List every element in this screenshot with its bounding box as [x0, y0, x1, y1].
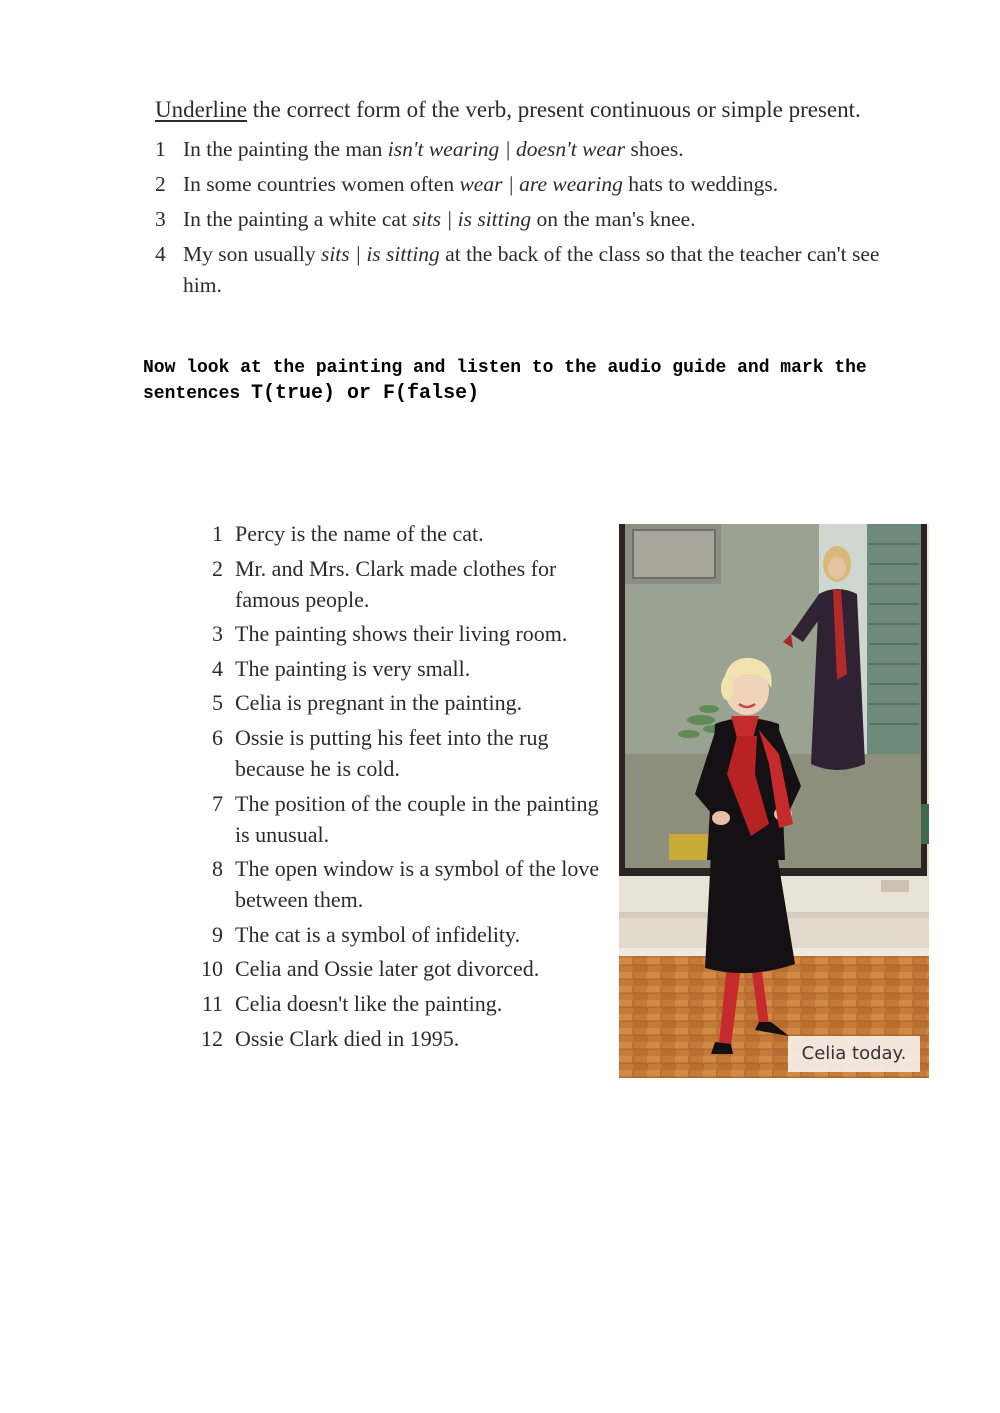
item-number: 11 [201, 990, 223, 1016]
item-number: 9 [212, 921, 223, 947]
item-text: My son usually sits | is sitting at the back of the class so that the teacher can't see him. [183, 242, 880, 297]
item-text: Ossie Clark died in 1995. [235, 1025, 460, 1051]
exercise-one-instruction [155, 94, 915, 126]
item-number: 1 [155, 137, 166, 161]
item-text: Celia is pregnant in the painting. [235, 690, 523, 716]
list-item[interactable] [190, 919, 600, 950]
item-number: 4 [155, 242, 166, 266]
list-item [155, 204, 915, 235]
item-text: In some countries women often wear | are wearing hats to weddings. [183, 172, 779, 196]
listening-instruction: Now look at the painting and listen to the audio guide and mark the sentences T(true) or F(false) [143, 358, 867, 405]
item-number: 2 [155, 172, 166, 196]
item-text: The painting is very small. [235, 655, 471, 681]
item-number: 2 [212, 555, 223, 581]
item-number: 7 [212, 790, 223, 816]
list-item[interactable] [190, 618, 600, 649]
exercise-one [155, 94, 915, 305]
item-number: 4 [212, 655, 223, 681]
exercise-one-list [155, 134, 915, 301]
list-item[interactable] [190, 953, 600, 984]
list-item[interactable] [190, 553, 600, 615]
item-number: 10 [201, 956, 223, 982]
verb-option[interactable]: sits [412, 207, 441, 231]
verb-option[interactable]: isn't wearing [387, 137, 500, 161]
item-number: 3 [155, 207, 166, 231]
instruction-rest: the correct form of the verb, present continuous or simple present. [246, 97, 861, 122]
list-item[interactable] [190, 687, 600, 718]
item-text: Ossie is putting his feet into the rug because he is cold. [235, 724, 549, 781]
item-text: Celia doesn't like the painting. [235, 990, 503, 1016]
list-item[interactable] [190, 1023, 600, 1054]
item-number: 5 [212, 690, 223, 716]
item-number: 1 [212, 521, 223, 546]
item-text: Percy is the name of the cat. [235, 521, 484, 546]
list-item[interactable] [190, 853, 600, 915]
item-text: In the painting a white cat sits | is sitting on the man's knee. [183, 207, 696, 231]
photo-caption: Celia today. [788, 1036, 920, 1072]
celia-photo [619, 524, 929, 1078]
list-item[interactable] [190, 722, 600, 784]
list-item[interactable] [190, 653, 600, 684]
list-item[interactable] [190, 788, 600, 850]
list-item [155, 239, 915, 301]
true-false-list [190, 518, 600, 1057]
item-text: The open window is a symbol of the love between them. [235, 856, 600, 913]
item-number: 3 [212, 621, 223, 647]
verb-option[interactable]: are wearing [519, 172, 623, 196]
verb-option[interactable]: sits [320, 242, 350, 266]
verb-option[interactable]: is sitting [457, 207, 532, 231]
list-item [155, 169, 915, 200]
item-text: The cat is a symbol of infidelity. [235, 921, 521, 947]
list-item [155, 134, 915, 165]
item-number: 12 [201, 1025, 223, 1051]
item-text: Celia and Ossie later got divorced. [235, 956, 540, 982]
item-text: The painting shows their living room. [235, 621, 568, 647]
verb-option[interactable]: doesn't wear [515, 137, 626, 161]
verb-option[interactable]: wear [459, 172, 503, 196]
list-item[interactable] [190, 988, 600, 1019]
item-number: 6 [212, 724, 223, 750]
item-text: Mr. and Mrs. Clark made clothes for famous people. [235, 555, 557, 612]
item-text: The position of the couple in the painting is unusual. [235, 790, 599, 847]
instruction-underlined-word: Underline [155, 97, 247, 122]
item-text: In the painting the man isn't wearing | doesn't wear shoes. [183, 137, 684, 161]
item-number: 8 [212, 856, 223, 882]
list-item[interactable] [190, 518, 600, 549]
verb-option[interactable]: is sitting [366, 242, 440, 266]
